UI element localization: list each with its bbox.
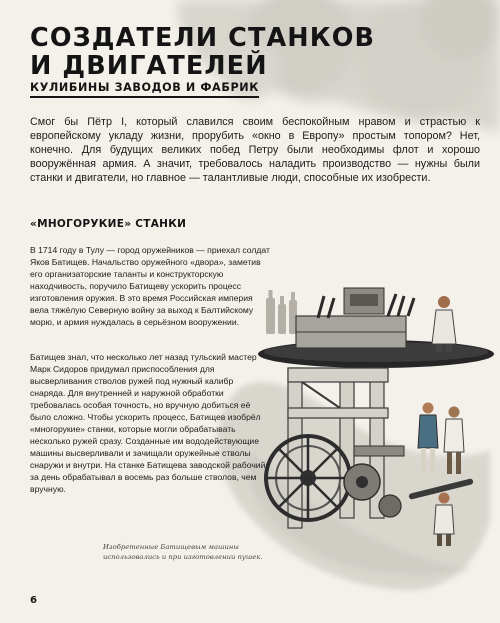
worker-on-platform bbox=[432, 296, 456, 352]
worker-carrying-log bbox=[408, 478, 473, 546]
illustration-caption: Изобретенные Батищевым машины использовались и при изготовлении пушек. bbox=[103, 543, 263, 561]
section-paragraph-2: Батищев знал, что несколько лет назад тульский мастер Марк Сидоров придумал приспособления для высверливания стволов ружей под нужный калибр снаряда. Для внутренней и наружной обработки требовалась особая точность, но вручную добиться её было сложно. Чтобы ускорить процесс, Батищев изобрёл «многорукие» станки, которые могли обрабатывать несколько ружей сразу. Созданные им вододействующие машины высверливали и зачищали оружейные стволы снаружи и внутри. На станке Батищева заводской рабочий за день обрабатывал в восемь раз больше стволов, чем вручную. bbox=[30, 352, 266, 494]
water-powered-machine-illustration bbox=[258, 258, 500, 548]
water-wheel bbox=[266, 436, 350, 520]
bottles-silhouette bbox=[266, 290, 297, 334]
page-number: 6 bbox=[30, 595, 37, 606]
bearded-worker bbox=[444, 407, 464, 475]
section-heading: «МНОГОРУКИЕ» СТАНКИ bbox=[30, 218, 187, 230]
standing-worker bbox=[418, 403, 438, 473]
page-title-line-1: СОЗДАТЕЛИ СТАНКОВ bbox=[30, 23, 376, 53]
page-title-line-2: И ДВИГАТЕЛЕЙ bbox=[30, 51, 268, 81]
page-title bbox=[30, 24, 375, 80]
section-paragraph-1: В 1714 году в Тулу — город оружейников — приехал солдат Яков Батищев. Начальство оружейного «двора», заметив его организаторские таланты и конструкторскую находчивость, поручило Батищеву ускорить процесс изготовления оружия. В это время Российская империя вела тяжёлую Северную войну за выход к Балтийскому морю, и армия нуждалась в серьёзном вооружении. bbox=[30, 245, 270, 327]
page-subtitle: КУЛИБИНЫ ЗАВОДОВ И ФАБРИК bbox=[30, 81, 259, 98]
intro-paragraph: Смог бы Пётр I, который славился своим беспокойным нравом и страстью к европейскому укладу жизни, прорубить «окно в Европу» простым топором? Нет, конечно. Для будущих великих побед Петру были необходимы флот и хорошо вооружённая армия. А значит, требовалось наладить производство — нужны были станки и двигатели, но главное — талантливые люди, способные их изобрести. bbox=[30, 116, 480, 184]
drilling-machine bbox=[296, 288, 414, 348]
